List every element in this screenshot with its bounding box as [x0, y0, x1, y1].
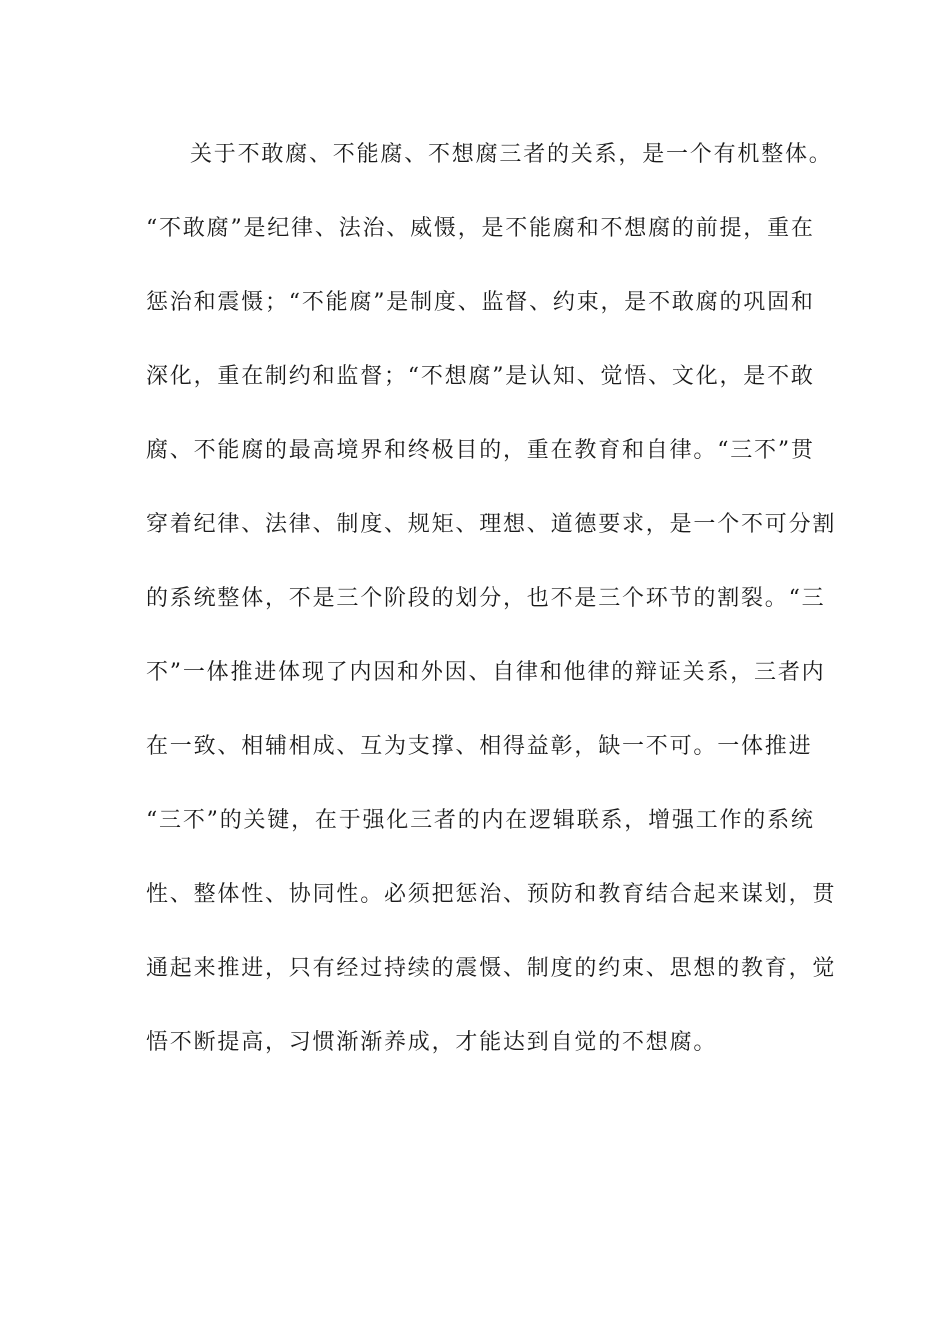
- paragraph-line: 惩治和震慑；“不能腐”是制度、监督、约束，是不敢腐的巩固和: [146, 290, 815, 315]
- paragraph-line: 悟不断提高，习惯渐渐养成，才能达到自觉的不想腐。: [146, 1030, 718, 1055]
- paragraph-line: 关于不敢腐、不能腐、不想腐三者的关系，是一个有机整体。: [190, 142, 833, 167]
- paragraph-line: 通起来推进，只有经过持续的震慑、制度的约束、思想的教育，觉: [146, 956, 837, 981]
- paragraph-line: “不敢腐”是纪律、法治、威慑，是不能腐和不想腐的前提，重在: [146, 216, 815, 241]
- paragraph-line: 不”一体推进体现了内因和外因、自律和他律的辩证关系，三者内: [146, 660, 826, 685]
- paragraph-line: 性、整体性、协同性。必须把惩治、预防和教育结合起来谋划，贯: [146, 882, 837, 907]
- paragraph-line: 深化，重在制约和监督；“不想腐”是认知、觉悟、文化，是不敢: [146, 364, 815, 389]
- body-paragraph: [146, 130, 837, 1092]
- paragraph-line: 在一致、相辅相成、互为支撑、相得益彰，缺一不可。一体推进: [146, 734, 813, 759]
- paragraph-line: 的系统整体，不是三个阶段的划分，也不是三个环节的割裂。“三: [146, 586, 826, 611]
- paragraph-line: 穿着纪律、法律、制度、规矩、理想、道德要求，是一个不可分割: [146, 512, 837, 537]
- paragraph-line: “三不”的关键，在于强化三者的内在逻辑联系，增强工作的系统: [146, 808, 815, 833]
- paragraph-line: 腐、不能腐的最高境界和终极目的，重在教育和自律。“三不”贯: [146, 438, 815, 463]
